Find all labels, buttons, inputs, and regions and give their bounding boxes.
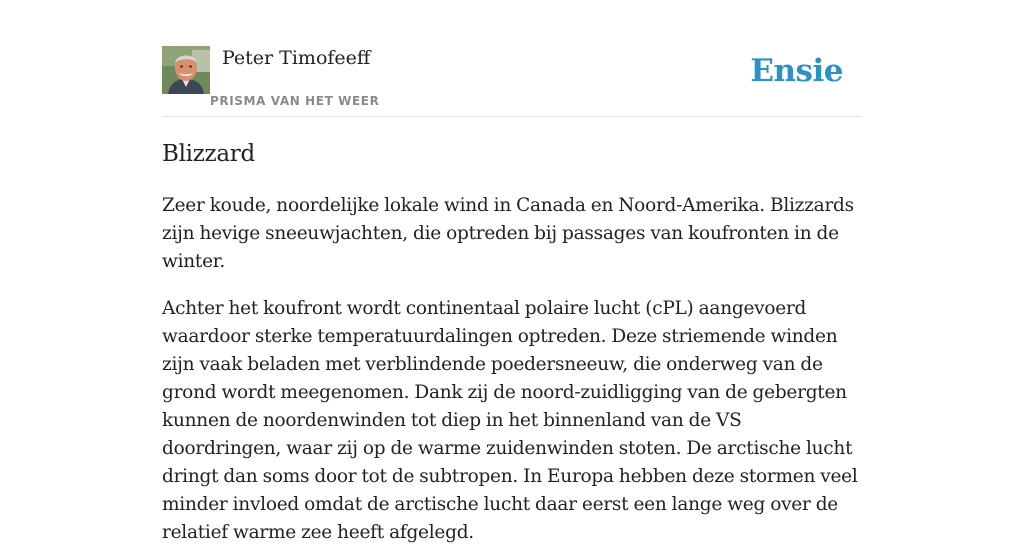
author-avatar[interactable] xyxy=(162,46,210,94)
author-name[interactable]: Peter Timofeeff xyxy=(222,47,371,69)
article-content xyxy=(162,136,862,547)
author-photo xyxy=(162,46,210,94)
article-title: Blizzard xyxy=(162,141,255,167)
article-header xyxy=(162,46,862,117)
ensie-logo[interactable]: Ensie xyxy=(750,53,843,89)
article-paragraph-2: Achter het koufront wordt continentaal polaire lucht (cPL) aangevoerd waardoor sterke temperatuurdalingen optreden. Deze striemende winden zijn vaak beladen met verblindende poedersneeuw, die onderweg van de grond wordt meegenomen. Dank zij de noord-zuidligging van de gebergten kunnen de noordenwinden tot diep in het binnenland van de VS doordringen, waar zij op de warme zuidenwinden stoten. De arctische lucht dringt dan soms door tot de subtropen. In Europa hebben deze stormen veel minder invloed omdat de arctische lucht daar eerst een lange weg over de relatief warme zee heeft afgelegd. xyxy=(162,298,858,543)
publication-name[interactable]: PRISMA VAN HET WEER xyxy=(210,94,380,108)
article-paragraph-1: Zeer koude, noordelijke lokale wind in Canada en Noord-Amerika. Blizzards zijn hevige sneeuwjachten, die optreden bij passages van koufronten in de winter. xyxy=(162,195,854,272)
